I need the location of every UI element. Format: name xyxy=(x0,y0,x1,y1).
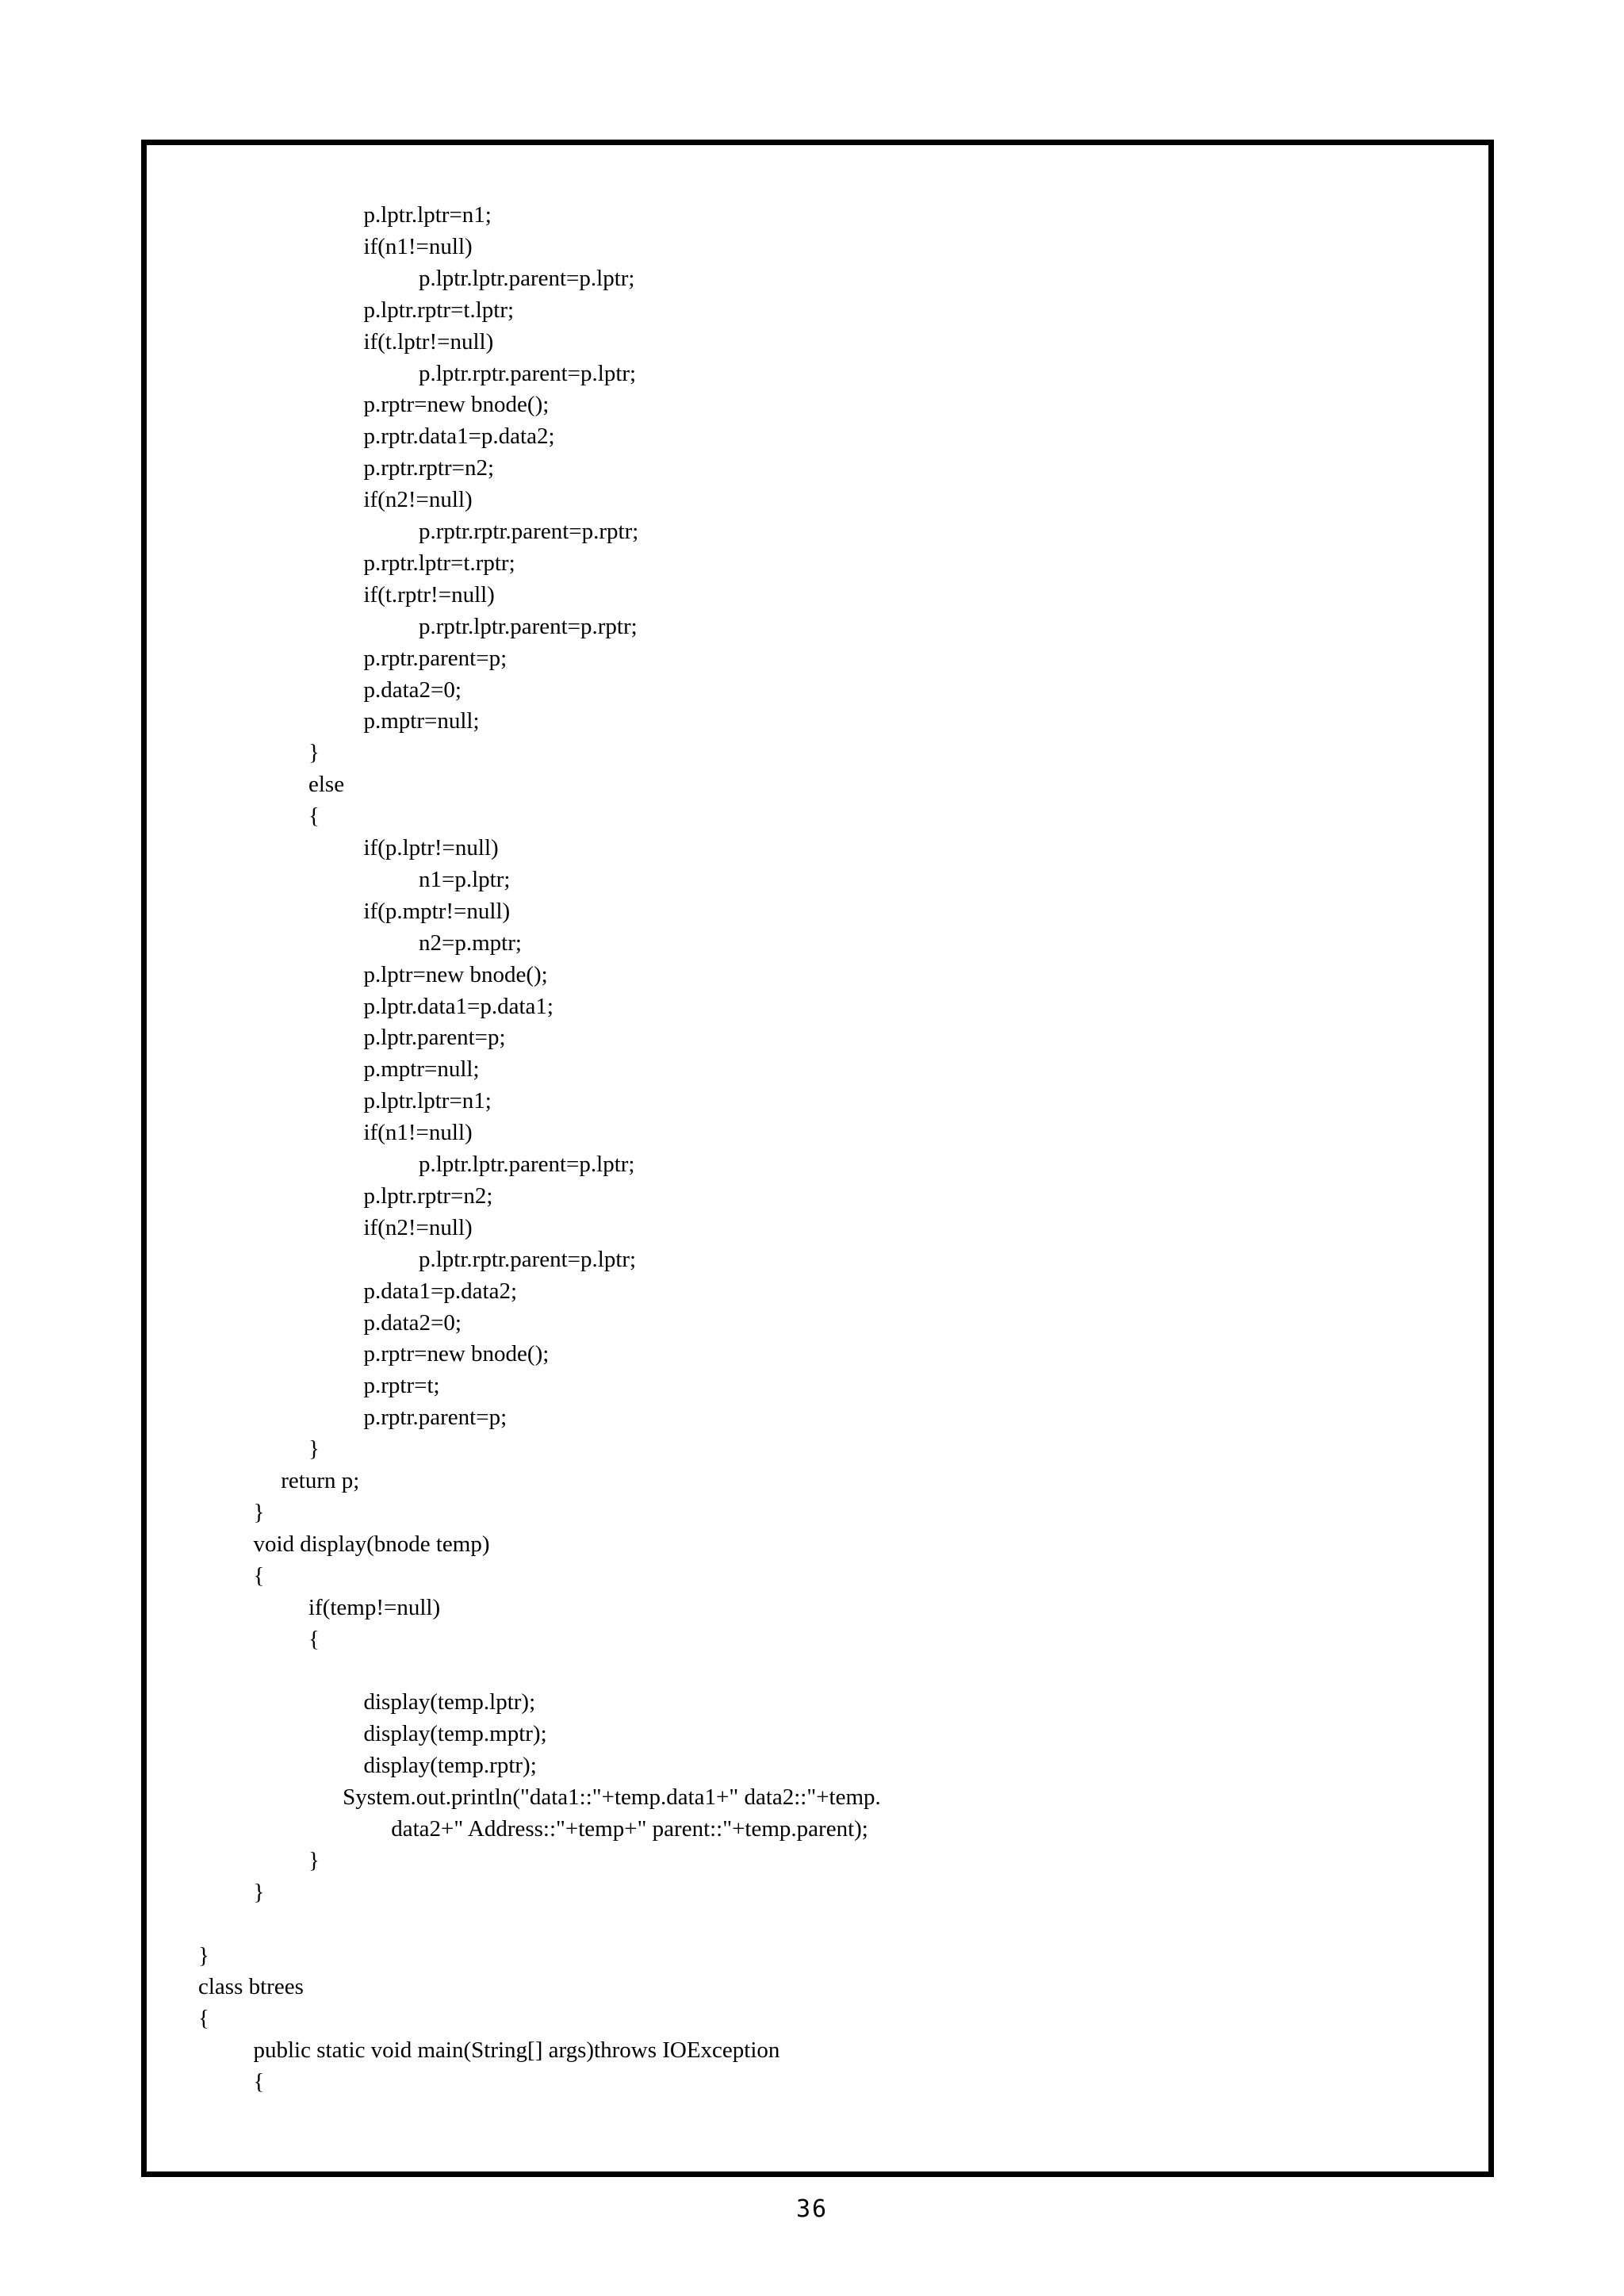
code-line: { xyxy=(253,1562,265,1589)
code-line: public static void main(String[] args)throws IOException xyxy=(253,2037,780,2064)
code-line: p.rptr.data1=p.data2; xyxy=(363,424,555,450)
code-line: display(temp.mptr); xyxy=(363,1721,547,1747)
code-line: } xyxy=(198,1942,209,1968)
code-line: return p; xyxy=(281,1468,360,1493)
code-line: } xyxy=(308,1847,320,1873)
code-line: p.rptr.lptr=t.rptr; xyxy=(363,550,515,576)
code-line: void display(bnode temp) xyxy=(253,1531,490,1557)
code-line: display(temp.lptr); xyxy=(363,1689,536,1715)
code-line: p.data2=0; xyxy=(363,1309,462,1336)
code-line: p.lptr.rptr=t.lptr; xyxy=(363,297,515,323)
code-line: } xyxy=(308,740,320,766)
code-line: n2=p.mptr; xyxy=(419,930,522,956)
code-line: System.out.println("data1::"+temp.data1+" data2::"+temp. xyxy=(343,1784,881,1810)
code-line: if(p.lptr!=null) xyxy=(363,835,499,861)
code-line: p.lptr.lptr.parent=p.lptr; xyxy=(419,265,635,291)
code-line: p.mptr=null; xyxy=(363,708,480,734)
code-line: display(temp.rptr); xyxy=(363,1753,537,1779)
code-line: { xyxy=(253,2069,265,2095)
page-number: 36 xyxy=(795,2195,829,2223)
code-line: p.data1=p.data2; xyxy=(363,1278,518,1304)
code-line: p.lptr.rptr.parent=p.lptr; xyxy=(419,1246,637,1272)
code-line: p.data2=0; xyxy=(363,677,462,703)
code-line: if(n2!=null) xyxy=(363,487,473,513)
code-line: p.mptr=null; xyxy=(363,1056,480,1083)
code-line: { xyxy=(308,803,320,830)
code-line: else xyxy=(308,772,345,798)
code-line: p.rptr.parent=p; xyxy=(363,1405,508,1431)
code-line: n1=p.lptr; xyxy=(419,866,511,892)
code-line: p.rptr=new bnode(); xyxy=(363,392,550,418)
code-line: { xyxy=(308,1626,320,1652)
code-line: p.lptr.lptr.parent=p.lptr; xyxy=(419,1152,635,1177)
code-line: p.rptr.parent=p; xyxy=(363,645,508,671)
code-line: if(n2!=null) xyxy=(363,1214,473,1240)
code-line: } xyxy=(253,1499,265,1525)
code-line: class btrees xyxy=(198,1974,304,2000)
code-line: if(t.lptr!=null) xyxy=(363,328,494,355)
code-line: p.lptr.rptr=n2; xyxy=(363,1182,493,1209)
code-line: } xyxy=(308,1436,320,1462)
code-line: { xyxy=(198,2006,209,2032)
code-line: if(t.rptr!=null) xyxy=(363,581,495,608)
code-line: data2+" Address::"+temp+" parent::"+temp.parent); xyxy=(391,1815,868,1842)
code-line: p.rptr.rptr.parent=p.rptr; xyxy=(419,519,639,544)
code-line: p.lptr.rptr.parent=p.lptr; xyxy=(419,360,637,386)
code-line: if(temp!=null) xyxy=(308,1594,441,1620)
code-line: if(p.mptr!=null) xyxy=(363,898,511,924)
code-line: if(n1!=null) xyxy=(363,233,473,259)
code-line: } xyxy=(253,1879,265,1905)
code-line: p.rptr=t; xyxy=(363,1373,440,1399)
code-line: p.lptr=new bnode(); xyxy=(363,961,548,987)
code-line: if(n1!=null) xyxy=(363,1120,473,1146)
code-line: p.rptr=new bnode(); xyxy=(363,1341,550,1367)
code-line: p.lptr.lptr=n1; xyxy=(363,202,492,228)
code-line: p.lptr.data1=p.data1; xyxy=(363,993,553,1019)
code-line: p.lptr.parent=p; xyxy=(363,1025,506,1051)
code-line: p.lptr.lptr=n1; xyxy=(363,1088,492,1114)
code-line: p.rptr.rptr=n2; xyxy=(363,455,495,481)
code-line: p.rptr.lptr.parent=p.rptr; xyxy=(419,613,638,639)
